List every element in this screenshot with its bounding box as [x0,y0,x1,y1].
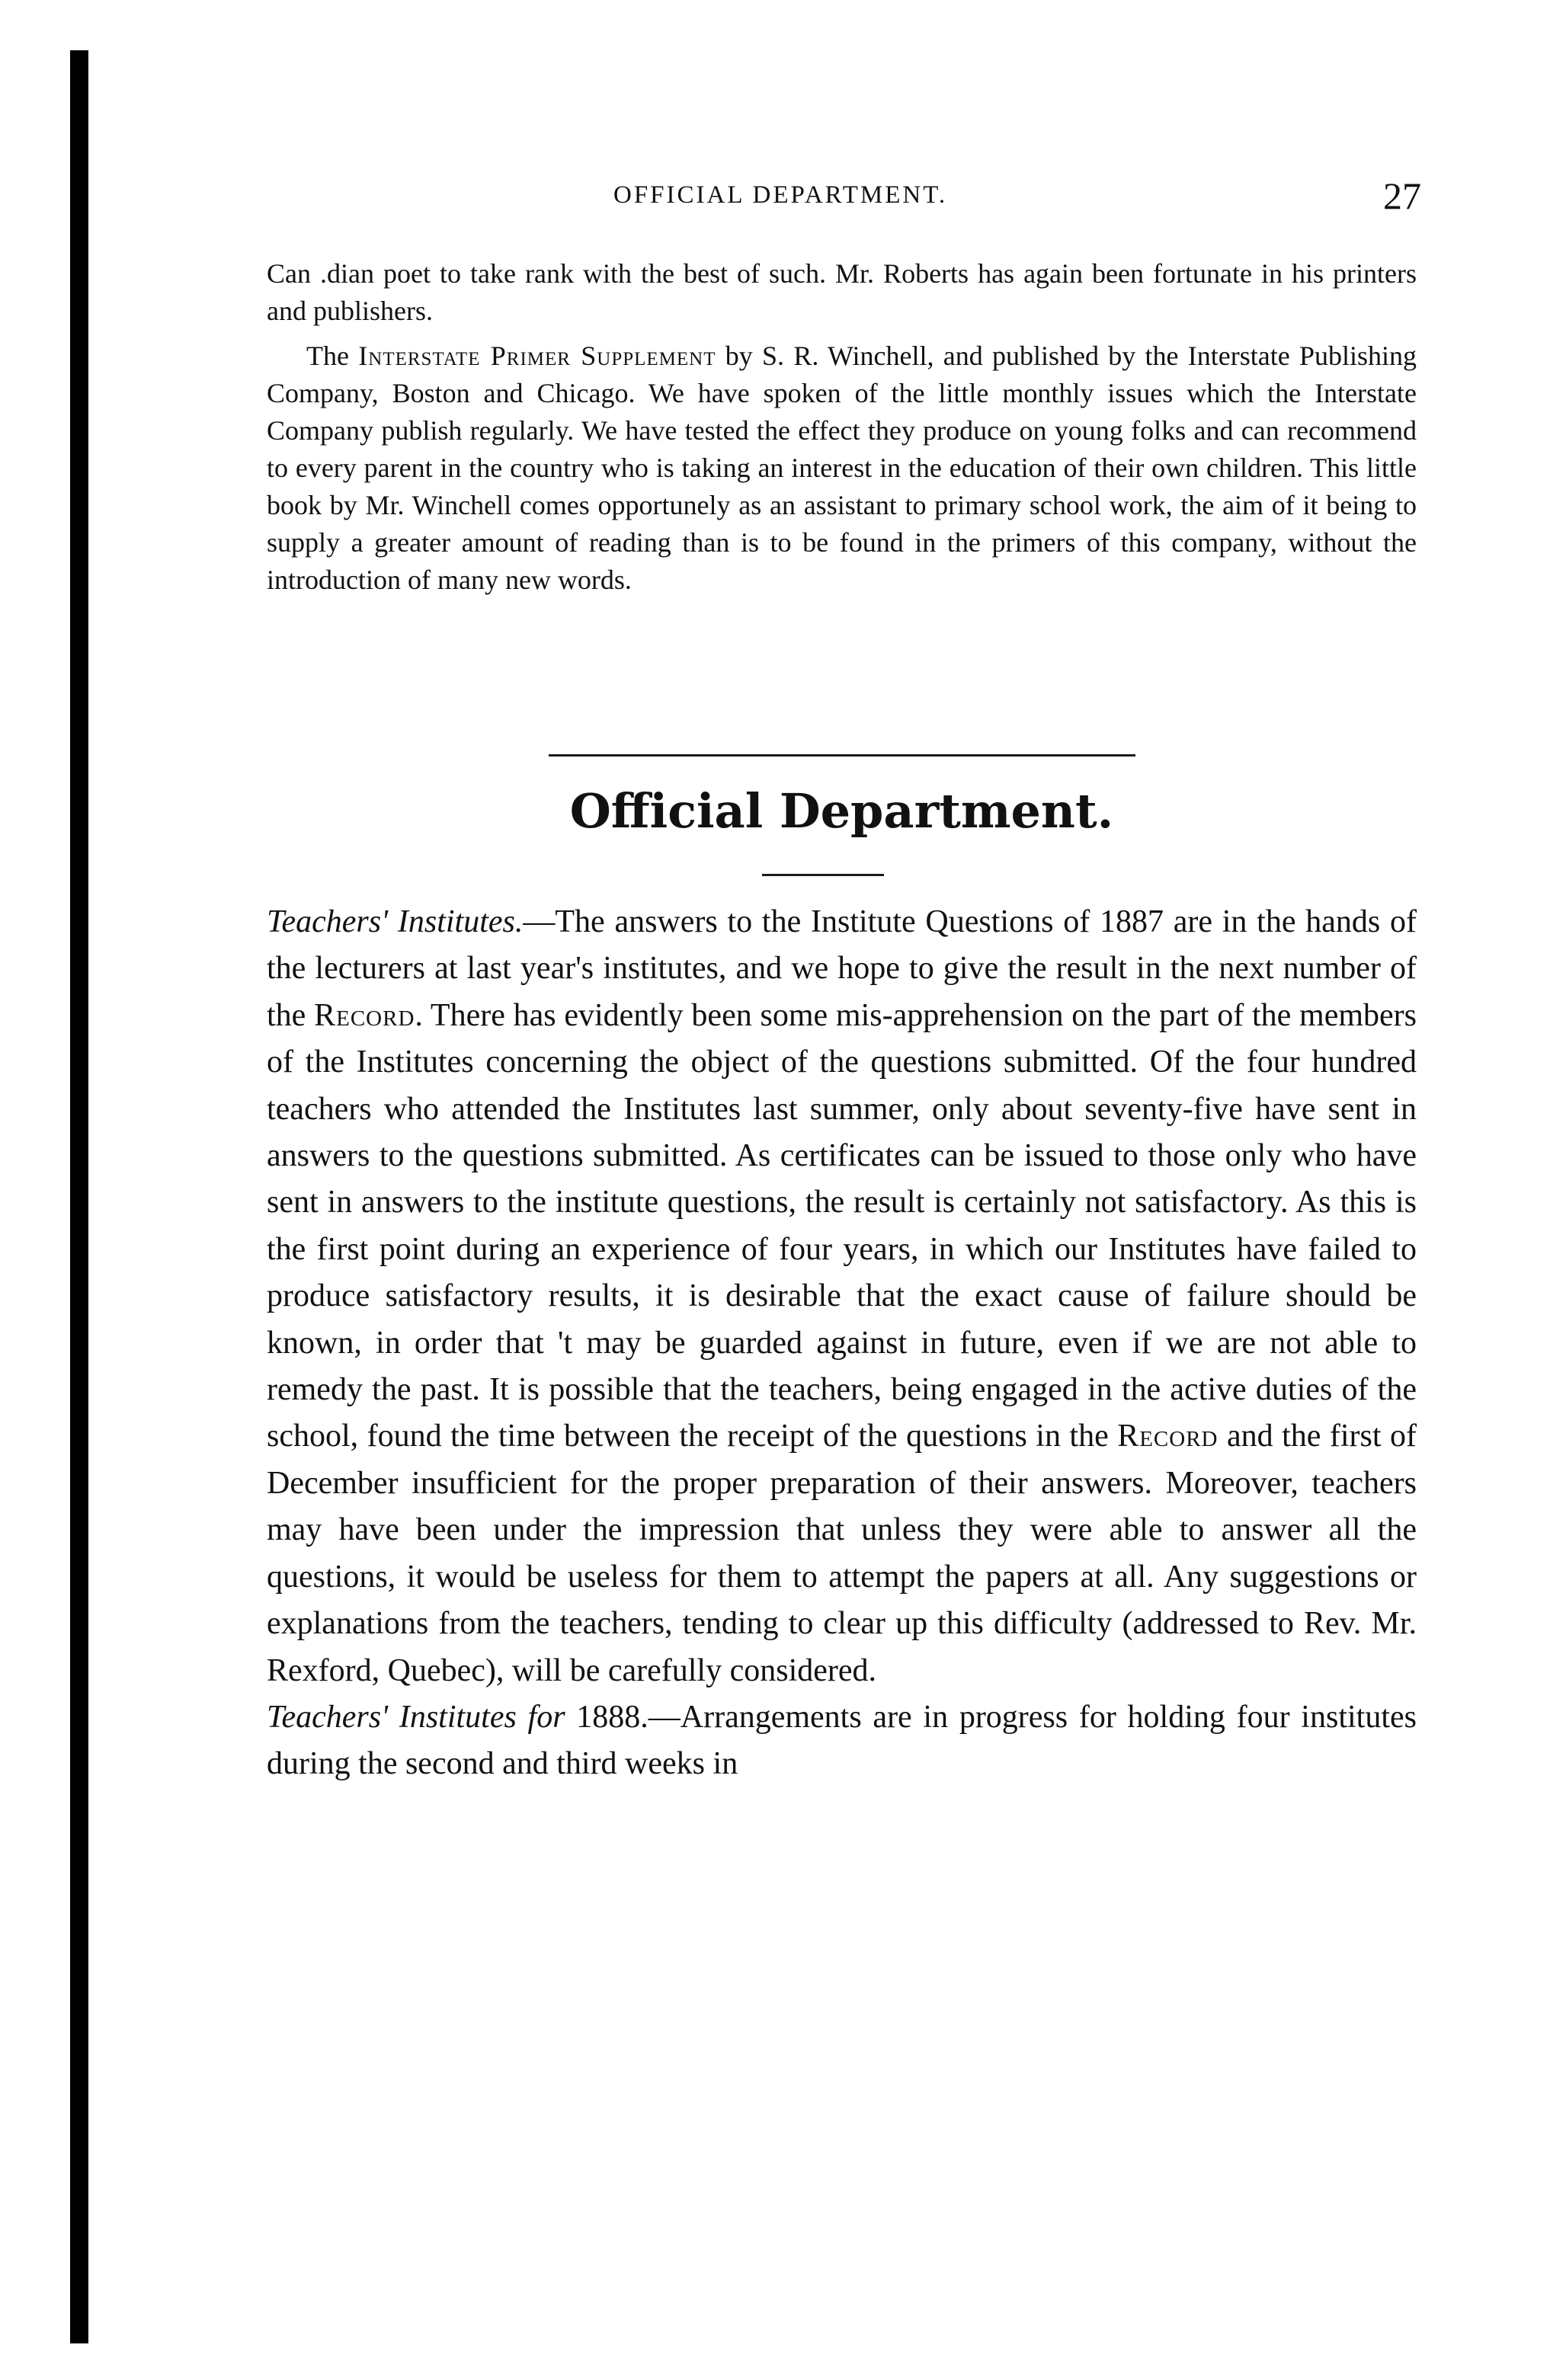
paragraph-heading: Teachers' Institutes for [267,1699,565,1735]
notice-paragraph-1 [267,255,1417,330]
paragraph-heading: Teachers' Institutes. [267,904,524,939]
page-edge-scan-shadow [70,50,88,2343]
article-paragraph-2 [267,1694,1417,1788]
paragraph-text: . There has evidently been some mis-apprehension on the part of the members of the Institutes concerning the object of the questions submitted. Of the four hundred teachers who attended the Institutes last summer, only about seventy-five have sent in answers to the questions submitted. As certificates can be issued to those only who have sent in answers to the institute questions, the result is certainly not satisfactory. As this is the first point during an experience of four years, in which our Institutes have failed to produce satisfactory results, it is desirable that the exact cause of failure should be known, in order that 't may be guarded against in future, even if we are not able to remedy the past. It is possible that the teachers, being engaged in the active duties of the school, found the time between the receipt of the questions in the [267,997,1417,1454]
record-title: Record [314,997,415,1033]
short-divider-rule [762,874,884,876]
paragraph-text: —The answers to the Institute Questions of 1887 are in the hands of the lecturers at last year's institutes, and we hope to give the result in the next number of the [267,904,1417,1033]
notice-1-text: Can .dian poet to take rank with the best of such. Mr. Roberts has again been fortunate in his printers and publishers. [267,258,1417,326]
book-title: Interstate Primer Supplement [358,341,716,371]
running-header [267,174,1421,227]
section-title: Official Department. [569,783,1114,839]
running-title: OFFICIAL DEPARTMENT. [613,181,948,209]
notice-2-text: by S. R. Winchell, and published by the Interstate Publishing Company, Boston and Chicago. We have spoken of the little monthly issues which the Interstate Company publish regularly. We have tested the effect they produce on young folks and can recommend to every parent in the country who is taking an interest in the education of their own children. This little book by Mr. Winchell comes opportunely as an assistant to primary school work, the aim of it being to supply a greater amount of reading than is to be found in the primers of this company, without the introduction of many new words. [267,341,1417,595]
article-paragraph-1 [267,899,1417,1694]
paragraph-text: and the first of December insufficient for the proper preparation of their answers. Moreover, teachers may have been under the impression that unless they were able to answer all the questions, it would be useless for them to attempt the papers at all. Any suggestions or explanations from the teachers, tending to clear up this difficulty (addressed to Rev. Mr. Rexford, Quebec), will be carefully considered. [267,1419,1417,1688]
record-title: Record [1117,1419,1219,1454]
divider-rule [549,754,1135,757]
page-number: 27 [1383,174,1421,217]
notice-2-lead: The [306,341,359,371]
book-notices [267,255,1417,599]
notice-paragraph-2 [267,337,1417,599]
article-body [267,899,1417,1788]
paragraph-text: 1888.—Arrangements are in progress for holding four institutes during the second and third weeks in [267,1699,1417,1782]
